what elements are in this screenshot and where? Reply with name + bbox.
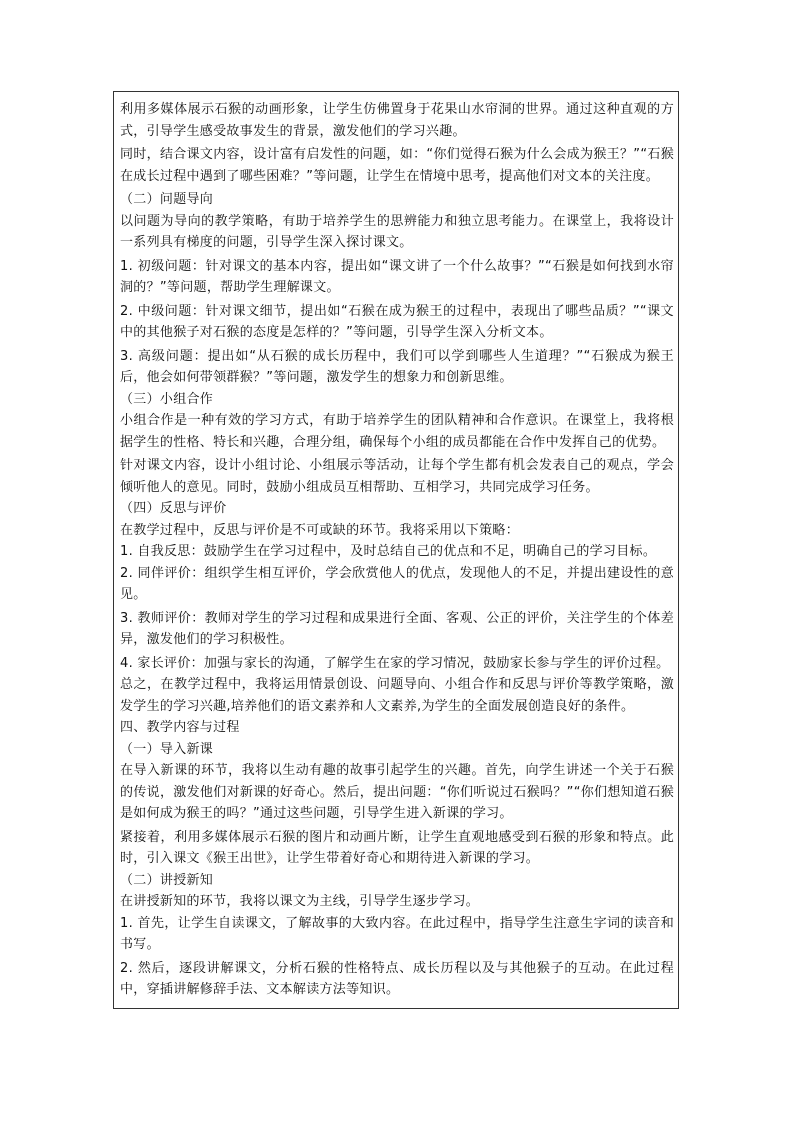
paragraph: 以问题为导向的教学策略，有助于培养学生的思辨能力和独立思考能力。在课堂上，我将设计一系列具有梯度的问题，引导学生深入探讨课文。 bbox=[120, 213, 674, 250]
section-heading: 四、教学内容与过程 bbox=[120, 720, 240, 735]
document-table-cell bbox=[113, 91, 679, 1009]
list-item: 1. 初级问题：针对课文的基本内容，提出如“课文讲了一个什么故事？”“石猴是如何找到水帘洞的？”等问题，帮助学生理解课文。 bbox=[120, 258, 674, 295]
list-item: 2. 同伴评价：组织学生相互评价，学会欣赏他人的优点，发现他人的不足，并提出建设性的意见。 bbox=[120, 565, 674, 602]
list-item: 1. 自我反思：鼓励学生在学习过程中，及时总结自己的优点和不足，明确自己的学习目标。 bbox=[120, 544, 657, 559]
paragraph: 在教学过程中，反思与评价是不可或缺的环节。我将采用以下策略： bbox=[120, 522, 520, 538]
document-body bbox=[114, 92, 678, 1001]
paragraph: 总之，在教学过程中，我将运用情景创设、问题导向、小组合作和反思与评价等教学策略，激发学生的学习兴趣,培养他们的语文素养和人文素养,为学生的全面发展创造良好的条件。 bbox=[120, 677, 674, 714]
list-item: 1. 首先，让学生自读课文，了解故事的大致内容。在此过程中，指导学生注意生字词的读音和书写。 bbox=[120, 915, 674, 952]
list-item: 3. 高级问题：提出如“从石猴的成长历程中，我们可以学到哪些人生道理？”“石猴成为猴王后，他会如何带领群猴？”等问题，激发学生的想象力和创新思维。 bbox=[120, 348, 674, 385]
section-heading: （四）反思与评价 bbox=[120, 501, 227, 516]
section-heading: （二）问题导向 bbox=[120, 192, 214, 207]
list-item: 2. 中级问题：针对课文细节，提出如“石猴在成为猴王的过程中，表现出了哪些品质？”“课文中的其他猴子对石猴的态度是怎样的？”等问题，引导学生深入分析文本。 bbox=[120, 303, 674, 340]
section-heading: （二）讲授新知 bbox=[120, 872, 214, 888]
paragraph: 同时，结合课文内容，设计富有启发性的问题，如：“你们觉得石猴为什么会成为猴王？”“石猴在成长过程中遇到了哪些困难？”等问题，让学生在情境中思考，提高他们对文本的关注度。 bbox=[120, 147, 674, 184]
paragraph: 小组合作是一种有效的学习方式，有助于培养学生的团队精神和合作意识。在课堂上，我将根据学生的性格、特长和兴趣，合理分组，确保每个小组的成员都能在合作中发挥自己的优势。 bbox=[120, 413, 674, 450]
list-item: 3. 教师评价：教师对学生的学习过程和成果进行全面、客观、公正的评价，关注学生的个体差异，激发他们的学习积极性。 bbox=[120, 610, 674, 647]
paragraph: 在讲授新知的环节，我将以课文为主线，引导学生逐步学习。 bbox=[120, 894, 480, 909]
paragraph: 针对课文内容，设计小组讨论、小组展示等活动，让每个学生都有机会发表自己的观点，学会倾听他人的意见。同时，鼓励小组成员互相帮助、互相学习，共同完成学习任务。 bbox=[120, 458, 674, 495]
section-heading: （一）导入新课 bbox=[120, 741, 214, 757]
section-heading: （三）小组合作 bbox=[120, 391, 214, 407]
paragraph: 利用多媒体展示石猴的动画形象，让学生仿佛置身于花果山水帘洞的世界。通过这种直观的方式，引导学生感受故事发生的背景，激发他们的学习兴趣。 bbox=[120, 102, 674, 139]
list-item: 4. 家长评价：加强与家长的沟通，了解学生在家的学习情况，鼓励家长参与学生的评价过程。 bbox=[120, 655, 670, 671]
list-item: 2. 然后，逐段讲解课文，分析石猴的性格特点、成长历程以及与其他猴子的互动。在此过程中，穿插讲解修辞手法、文本解读方法等知识。 bbox=[120, 960, 674, 997]
paragraph: 在导入新课的环节，我将以生动有趣的故事引起学生的兴趣。首先，向学生讲述一个关于石猴的传说，激发他们对新课的好奇心。然后，提出问题：“你们听说过石猴吗？”“你们想知道石猴是如何成为猴王的吗？”通过这些问题，引导学生进入新课的学习。 bbox=[120, 763, 674, 821]
paragraph: 紧接着，利用多媒体展示石猴的图片和动画片断，让学生直观地感受到石猴的形象和特点。此时，引入课文《猴王出世》，让学生带着好奇心和期待进入新课的学习。 bbox=[120, 829, 674, 866]
